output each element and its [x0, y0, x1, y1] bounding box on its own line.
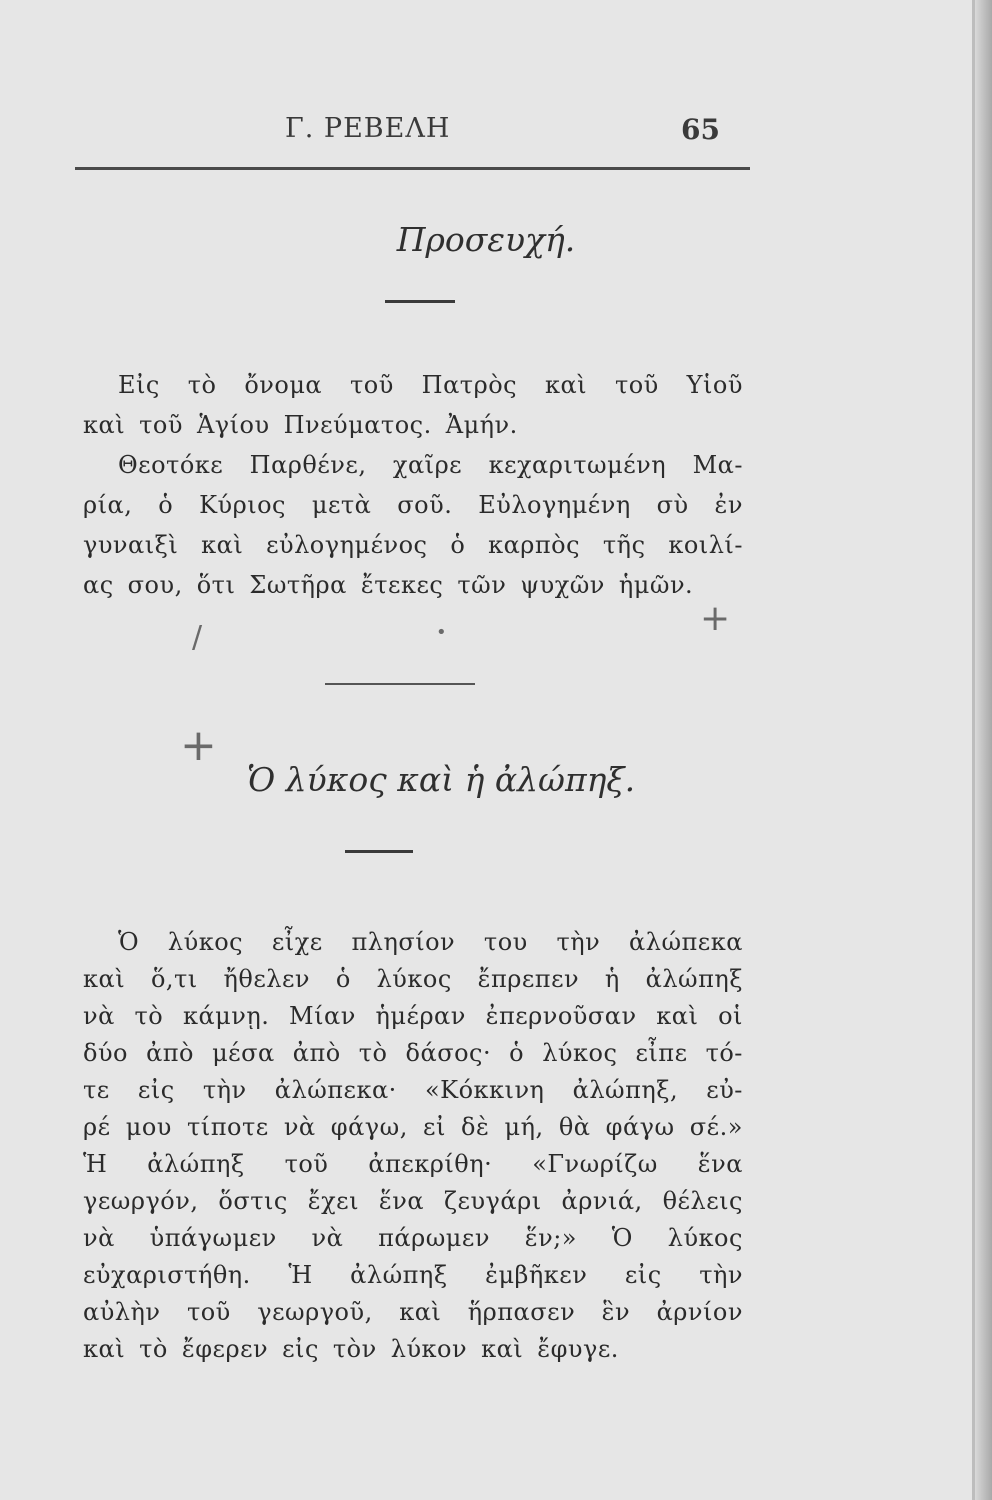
- text-line: Θεοτόκε Παρθένε, χαῖρε κεχαριτωμένη Μα-: [118, 451, 743, 479]
- text-line: νὰ τὸ κάμνῃ. Μίαν ἡμέραν ἐπερνοῦσαν καὶ οἱ: [83, 1002, 743, 1030]
- page-number: 65: [681, 113, 720, 146]
- page-edge-shadow: [975, 0, 992, 1500]
- text-line: καὶ τὸ ἔφερεν εἰς τὸν λύκον καὶ ἔφυγε.: [83, 1335, 619, 1363]
- text-line: γυναιξὶ καὶ εὐλογημένος ὁ καρπὸς τῆς κοιλί-: [83, 531, 743, 559]
- section-divider-rule: [325, 683, 475, 685]
- section-title-prayer: Προσευχή.: [396, 220, 576, 259]
- page-header: [75, 105, 750, 165]
- title-rule: [345, 850, 413, 853]
- handwritten-slash-mark: /: [192, 620, 203, 655]
- title-rule: [385, 300, 455, 303]
- header-rule: [75, 167, 750, 170]
- text-line: εὐχαριστήθη. Ἡ ἀλώπηξ ἐμβῆκεν εἰς τὴν: [83, 1261, 743, 1289]
- section-title-fable: Ὁ λύκος καὶ ἡ ἀλώπηξ.: [246, 760, 636, 799]
- handwritten-cross-mark: +: [180, 720, 217, 771]
- text-line: Εἰς τὸ ὄνομα τοῦ Πατρὸς καὶ τοῦ Υἱοῦ: [118, 371, 743, 399]
- text-line: Ἡ ἀλώπηξ τοῦ ἀπεκρίθη· «Γνωρίζω ἕνα: [83, 1150, 743, 1178]
- text-line: ρέ μου τίποτε νὰ φάγω, εἰ δὲ μή, θὰ φάγω σέ.»: [83, 1113, 743, 1141]
- ink-dot-mark: •: [436, 622, 447, 643]
- text-line: νὰ ὑπάγωμεν νὰ πάρωμεν ἕν;» Ὁ λύκος: [83, 1224, 743, 1252]
- text-line: γεωργόν, ὅστις ἔχει ἕνα ζευγάρι ἀρνιά, θέλεις: [83, 1187, 743, 1215]
- text-line: αὐλὴν τοῦ γεωργοῦ, καὶ ἥρπασεν ἓν ἀρνίον: [83, 1298, 743, 1326]
- text-line: δύο ἀπὸ μέσα ἀπὸ τὸ δάσος· ὁ λύκος εἶπε τό-: [83, 1039, 743, 1067]
- running-head: Γ. ΡΕΒΕΛΗ: [285, 113, 451, 144]
- text-line: καὶ ὅ,τι ἤθελεν ὁ λύκος ἔπρεπεν ἡ ἀλώπηξ: [83, 965, 743, 993]
- text-line: τε εἰς τὴν ἀλώπεκα· «Κόκκινη ἀλώπηξ, εὐ-: [83, 1076, 743, 1104]
- text-line: ρία, ὁ Κύριος μετὰ σοῦ. Εὐλογημένη σὺ ἐν: [83, 491, 743, 519]
- text-line: Ὁ λύκος εἶχε πλησίον του τὴν ἀλώπεκα: [118, 928, 743, 956]
- text-line: ας σου, ὅτι Σωτῆρα ἔτεκες τῶν ψυχῶν ἡμῶν.: [83, 571, 694, 599]
- handwritten-cross-mark: +: [700, 598, 731, 639]
- text-line: καὶ τοῦ Ἁγίου Πνεύματος. Ἀμήν.: [83, 411, 518, 439]
